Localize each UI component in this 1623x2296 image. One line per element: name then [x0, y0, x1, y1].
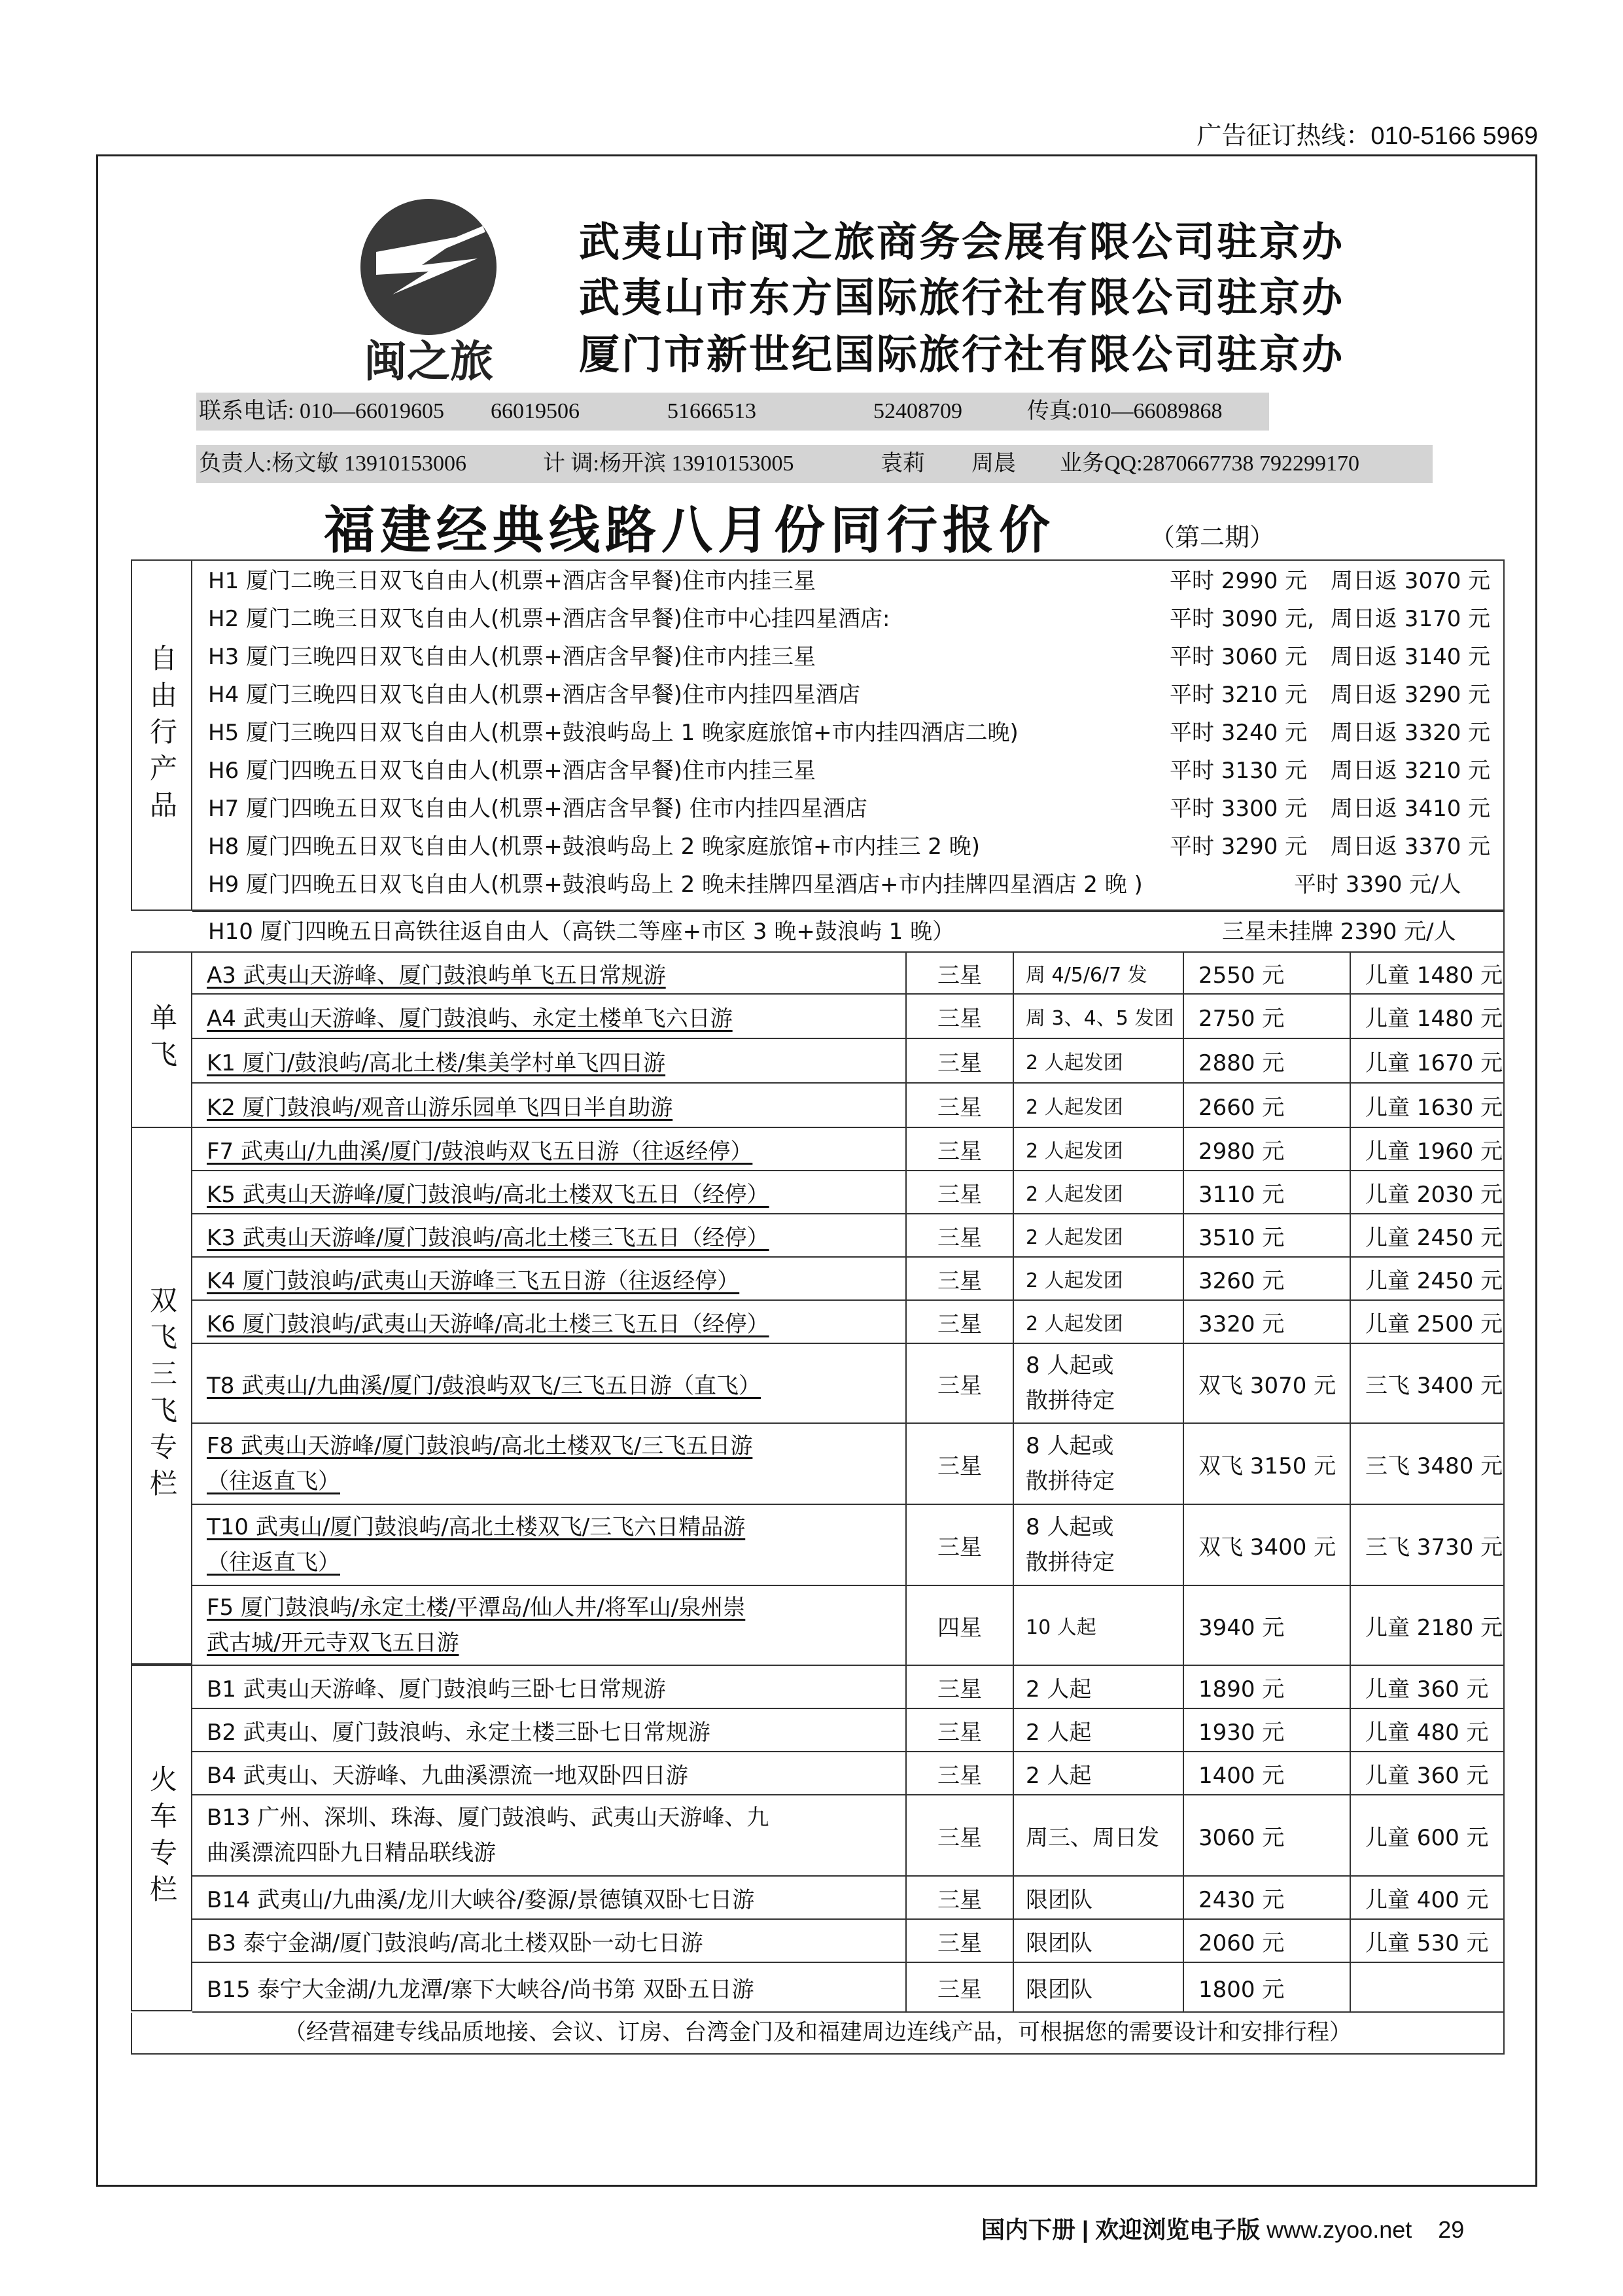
- free-row-h1: H1 厦门二晚三日双飞自由人(机票+酒店含早餐)住市内挂三星 平时 2990 元 周日返 3070 元: [208, 568, 1491, 594]
- table-row: B15 泰宁大金湖/九龙潭/寨下大峡谷/尚书第 双卧五日游 三星 限团队 1800 元: [192, 1963, 1505, 2013]
- free-row-h4: H4 厦门三晚四日双飞自由人(机票+酒店含早餐)住市内挂四星酒店 平时 3210 元 周日返 3290 元: [208, 682, 1491, 708]
- fax: 传真:010—66089868: [1027, 399, 1223, 423]
- category-double-flight: 双飞三飞专栏: [131, 1127, 192, 1665]
- free-row-h6: H6 厦门四晚五日双飞自由人(机票+酒店含早餐)住市内挂三星 平时 3130 元 周日返 3210 元: [208, 758, 1491, 784]
- category-train: 火车专栏: [131, 1665, 192, 2011]
- manager: 负责人:杨文敏 13910153006: [199, 451, 466, 476]
- table-row: A4 武夷山天游峰、厦门鼓浪屿、永定土楼单飞六日游 三星 周 3、4、5 发团 2750 元 儿童 1480 元: [192, 995, 1505, 1039]
- logo-text: 闽之旅: [364, 336, 493, 386]
- ad-hotline: 广告征订热线：010-5166 5969: [1196, 122, 1538, 150]
- table-row: F8 武夷山天游峰/厦门鼓浪屿/高北土楼双飞/三飞五日游 （往返直飞） 三星 8 人起或 散拼待定 双飞 3150 元 三飞 3480 元: [192, 1424, 1505, 1505]
- phone-4: 52408709: [873, 399, 962, 423]
- free-row-h3: H3 厦门三晚四日双飞自由人(机票+酒店含早餐)住市内挂三星 平时 3060 元 周日返 3140 元: [208, 644, 1491, 670]
- table-row: K6 厦门鼓浪屿/武夷山天游峰/高北土楼三飞五日（经停） 三星 2 人起发团 3320 元 儿童 2500 元: [192, 1301, 1505, 1344]
- table-row: T10 武夷山/厦门鼓浪屿/高北土楼双飞/三飞六日精品游 （往返直飞） 三星 8 人起或 散拼待定 双飞 3400 元 三飞 3730 元: [192, 1505, 1505, 1586]
- category-single-flight: 单飞: [131, 951, 192, 1128]
- category-free-travel: 自由行产品: [131, 559, 192, 911]
- free-row-h8: H8 厦门四晚五日双飞自由人(机票+鼓浪屿岛上 2 晚家庭旅馆+市内挂三 2 晚) 平时 3290 元 周日返 3370 元: [208, 834, 1491, 860]
- free-row-h10: H10 厦门四晚五日高铁往返自由人（高铁二等座+市区 3 晚+鼓浪屿 1 晚） 三星未挂牌 2390 元/人: [192, 911, 1505, 953]
- table-row: F7 武夷山/九曲溪/厦门/鼓浪屿双飞五日游（往返经停） 三星 2 人起发团 2980 元 儿童 1960 元: [192, 1128, 1505, 1171]
- footer-separator: |: [1082, 2216, 1089, 2243]
- free-row-h7: H7 厦门四晚五日双飞自由人(机票+酒店含早餐) 住市内挂四星酒店 平时 3300 元 周日返 3410 元: [208, 796, 1491, 822]
- company-name-2: 武夷山市东方国际旅行社有限公司驻京办: [579, 274, 1345, 321]
- free-row-h5: H5 厦门三晚四日双飞自由人(机票+鼓浪屿岛上 1 晚家庭旅馆+市内挂四酒店二晚) 平时 3240 元 周日返 3320 元: [208, 720, 1491, 746]
- table-row: B13 广州、深圳、珠海、厦门鼓浪屿、武夷山天游峰、九 曲溪漂流四卧九日精品联线游 三星 周三、周日发 3060 元 儿童 600 元: [192, 1795, 1505, 1877]
- company-name-1: 武夷山市闽之旅商务会展有限公司驻京办: [579, 218, 1345, 266]
- phone-2: 66019506: [491, 399, 580, 423]
- table-row: K2 厦门鼓浪屿/观音山游乐园单飞四日半自助游 三星 2 人起发团 2660 元 儿童 1630 元: [192, 1084, 1505, 1128]
- table-row: B3 泰宁金湖/厦门鼓浪屿/高北土楼双卧一动七日游 三星 限团队 2060 元 儿童 530 元: [192, 1920, 1505, 1963]
- free-row-h9: H9 厦门四晚五日双飞自由人(机票+鼓浪屿岛上 2 晚未挂牌四星酒店+市内挂牌四星酒店 2 晚 ) 平时 3390 元/人: [208, 872, 1461, 898]
- table-row: A3 武夷山天游峰、厦门鼓浪屿单飞五日常规游 三星 周 4/5/6/7 发 2550 元 儿童 1480 元: [192, 951, 1505, 995]
- business-qq: 业务QQ:2870667738 792299170: [1060, 451, 1360, 476]
- free-row-h2: H2 厦门二晚三日双飞自由人(机票+酒店含早餐)住市中心挂四星酒店: 平时 3090 元, 周日返 3170 元: [208, 606, 1491, 632]
- table-row: K4 厦门鼓浪屿/武夷山天游峰三飞五日游（往返经停） 三星 2 人起发团 3260 元 儿童 2450 元: [192, 1258, 1505, 1301]
- dispatcher: 计 调:杨开滨 13910153005: [543, 451, 794, 476]
- footer-note: （经营福建专线品质地接、会议、订房、台湾金门及和福建周边连线产品，可根据您的需要设计和安排行程）: [131, 2013, 1505, 2055]
- staff-name-1: 袁莉: [881, 451, 925, 476]
- table-row: B2 武夷山、厦门鼓浪屿、永定土楼三卧七日常规游 三星 2 人起 1930 元 儿童 480 元: [192, 1709, 1505, 1752]
- company-name-3: 厦门市新世纪国际旅行社有限公司驻京办: [579, 330, 1345, 378]
- phone-main: 联系电话: 010—66019605: [199, 399, 444, 423]
- table-row: B14 武夷山/九曲溪/龙川大峡谷/婺源/景德镇双卧七日游 三星 限团队 2430 元 儿童 400 元: [192, 1877, 1505, 1920]
- table-row: T8 武夷山/九曲溪/厦门/鼓浪屿双飞/三飞五日游（直飞） 三星 8 人起或 散拼待定 双飞 3070 元 三飞 3400 元: [192, 1344, 1505, 1424]
- table-row: K1 厦门/鼓浪屿/高北土楼/集美学村单飞四日游 三星 2 人起发团 2880 元 儿童 1670 元: [192, 1039, 1505, 1084]
- table-row: K5 武夷山天游峰/厦门鼓浪屿/高北土楼双飞五日（经停） 三星 2 人起发团 3110 元 儿童 2030 元: [192, 1171, 1505, 1214]
- page-footer: [981, 2212, 1464, 2245]
- table-row: B4 武夷山、天游峰、九曲溪漂流一地双卧四日游 三星 2 人起 1400 元 儿童 360 元: [192, 1752, 1505, 1795]
- footer-url[interactable]: www.zyoo.net: [1266, 2216, 1412, 2243]
- table-row: F5 厦门鼓浪屿/永定土楼/平潭岛/仙人井/将军山/泉州崇 武古城/开元寺双飞五日游 四星 10 人起 3940 元 儿童 2180 元: [192, 1586, 1505, 1666]
- page-title: 福建经典线路八月份同行报价: [324, 501, 1056, 560]
- staff-name-2: 周晨: [971, 451, 1016, 476]
- table-row: B1 武夷山天游峰、厦门鼓浪屿三卧七日常规游 三星 2 人起 1890 元 儿童 360 元: [192, 1666, 1505, 1709]
- staff-bar: [196, 445, 1433, 483]
- footer-welcome: 欢迎浏览电子版: [1095, 2216, 1261, 2243]
- issue-label: （第二期）: [1150, 523, 1275, 552]
- contact-bar: [196, 393, 1269, 431]
- company-logo: [330, 190, 527, 386]
- phone-3: 51666513: [667, 399, 756, 423]
- page-number: 29: [1438, 2216, 1465, 2243]
- table-row: K3 武夷山天游峰/厦门鼓浪屿/高北土楼三飞五日（经停） 三星 2 人起发团 3510 元 儿童 2450 元: [192, 1214, 1505, 1258]
- footer-section: 国内下册: [981, 2216, 1076, 2243]
